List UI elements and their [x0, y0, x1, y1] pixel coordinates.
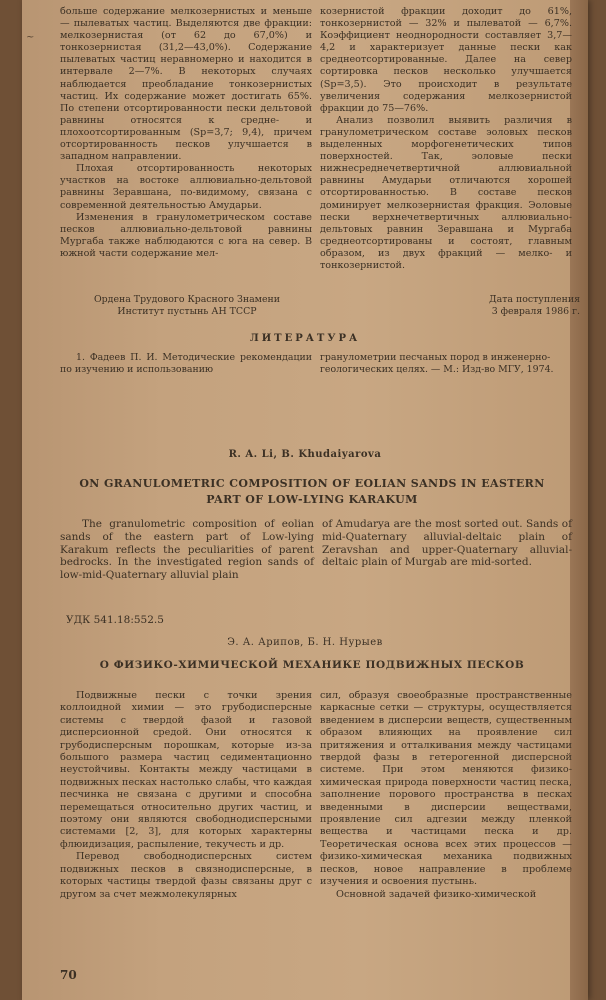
russian-right-column [320, 690, 572, 901]
reference-text: 1. Фадеев П. И. Методические рекомендации по изучению и использованию [60, 352, 312, 375]
abstract-text: The granulometric composition of eolian sands of the eastern part of Low-lying Karakum reflects the peculiarities of parent bedrocks. In the investigated region sands of low-mid-Quaternary alluvial plain [60, 518, 314, 582]
english-authors: R. A. Li, B. Khudaiyarova [228, 449, 382, 460]
paragraph: Перевод свободнодисперсных систем подвижных песков в связнодисперсные, в которых частицы твердой фазы связаны друг с другом за счет межмолекулярных [60, 851, 312, 900]
reference-text: гранулометрии песчаных пород в инженерно-геологических целях. — М.: Изд-во МГУ, 1974. [320, 352, 554, 375]
paragraph: больше содержание мелкозернистых и меньше — пылеватых частиц. Выделяются две фракции: мелкозернистая (от 62 до 67,0%) и тонкозернистая (31,2—43,0%). Содержание пылеватых частиц неравномерно и находится в интервале 2—7%. В некоторых случаях наблюдается преобладание тонкозернистых частиц. Их содержание может достигать 65%. По степени отсортированности пески дельтовой равнины относятся к средне- и плохоотсортированным (Sp=3,7; 9,4), причем отсортированность песков улучшается в западном направлении. [60, 6, 312, 163]
paragraph: Изменения в гранулометрическом составе песков аллювиально-дельтовой равнины Мургаба также наблюдаются с юга на север. В южной части содержание мел- [60, 211, 312, 259]
paragraph: Анализ позволил выявить различия в гранулометрическом составе эоловых песков выделенных морфогенетических типов поверхностей. Так, эоловые пески нижнесреднечетвертичной аллювиальной равнины Амударьи отличаются хорошей отсортированностью. В составе песков доминирует мелкозернистая фракция. Эоловые пески верхнечетвертичных аллювиально-дельтовых равнин Зеравшана и Мургаба среднеотсортированы и состоят, главным образом, из двух фракций — мелко- и тонкозернистой. [320, 114, 572, 271]
page-edge-shadow [570, 0, 588, 1000]
affiliation-line: Институт пустынь АН ТССР [117, 306, 257, 317]
margin-mark: ~ [26, 32, 35, 43]
literature-heading: ЛИТЕРАТУРА [249, 333, 361, 344]
paragraph: козернистой фракции доходит до 61%, тонкозернистой — 32% и пылеватой — 6,7%. Коэффициент неоднородности составляет 3,7—4,2 и характеризует данные пески как среднеотсортированные. Далее на север сортировка песков несколько улучшается (Sp=3,5). Это происходит в результате увеличения содержания мелкозернистой фракции до 75—76%. [320, 6, 572, 114]
english-title [62, 476, 562, 508]
russian-title: О ФИЗИКО-ХИМИЧЕСКОЙ МЕХАНИКЕ ПОДВИЖНЫХ ПЕСКОВ [99, 659, 525, 671]
reference-right [320, 352, 572, 376]
received-line: Дата поступления [489, 294, 580, 305]
paragraph: Подвижные пески с точки зрения коллоидной химии — это грубодисперсные системы с твердой фазой и газовой дисперсионной средой. Они относятся к грубодисперсным порошкам, которые из-за большого размера частиц седиментационно неустойчивы. Контакты между частицами в подвижных песках настолько слабы, что каждая песчинка не связана с другими и способна перемещаться относительно других частиц, и поэтому они являются свободнодисперсными системами [2, 3], для которых характерны флюидизация, распыление, текучесть и др. [60, 690, 312, 850]
abstract-text: of Amudarya are the most sorted out. Sands of mid-Quaternary alluvial-deltaic plain of Zeravshan and upper-Quaternary alluvial-deltaic plain of Murgab are mid-sorted. [322, 518, 572, 569]
paragraph: Плохая отсортированность некоторых участков на востоке аллювиально-дельтовой равнины Зеравшана, по-видимому, связана с современной деятельностью Амударьи. [60, 163, 312, 211]
received-line: 3 февраля 1986 г. [491, 306, 580, 317]
affiliation-line: Ордена Трудового Красного Знамени [93, 294, 280, 305]
received-date [450, 294, 580, 318]
english-title-line: ON GRANULOMETRIC COMPOSITION OF EOLIAN SANDS IN EASTERN [79, 477, 545, 490]
russian-authors: Э. А. Арипов, Б. Н. Нурыев [227, 637, 383, 648]
udk-code: УДК 541.18:552.5 [66, 614, 164, 626]
affiliation [62, 294, 312, 318]
english-title-line: PART OF LOW-LYING KARAKUM [206, 493, 418, 506]
reference-left [60, 352, 312, 376]
top-left-column [60, 6, 312, 260]
top-right-column [320, 6, 572, 272]
page-number: 70 [60, 968, 77, 982]
paragraph: Основной задачей физико-химической [336, 888, 537, 900]
paragraph: сил, образуя своеобразные пространственные каркасные сетки — структуры, осуществляется введением в дисперсии веществ, существенным образом влияющих на проявление сил притяжения и отталкивания между частицами твердой фазы в гетерогенной дисперсной системе. При этом меняются физико-химическая природа поверхности частиц песка, заполнение порового пространства в песках введенными в дисперсии веществами, проявление сил адгезии между пленкой вещества и частицами песка и др. Теоретическая основа всех этих процессов — физико-химическая механика подвижных песков, новое направление в проблеме изучения и освоения пустынь. [320, 690, 572, 888]
journal-page [22, 0, 588, 1000]
russian-left-column [60, 690, 312, 901]
english-abstract-right [322, 518, 572, 569]
english-abstract-left [60, 518, 314, 582]
